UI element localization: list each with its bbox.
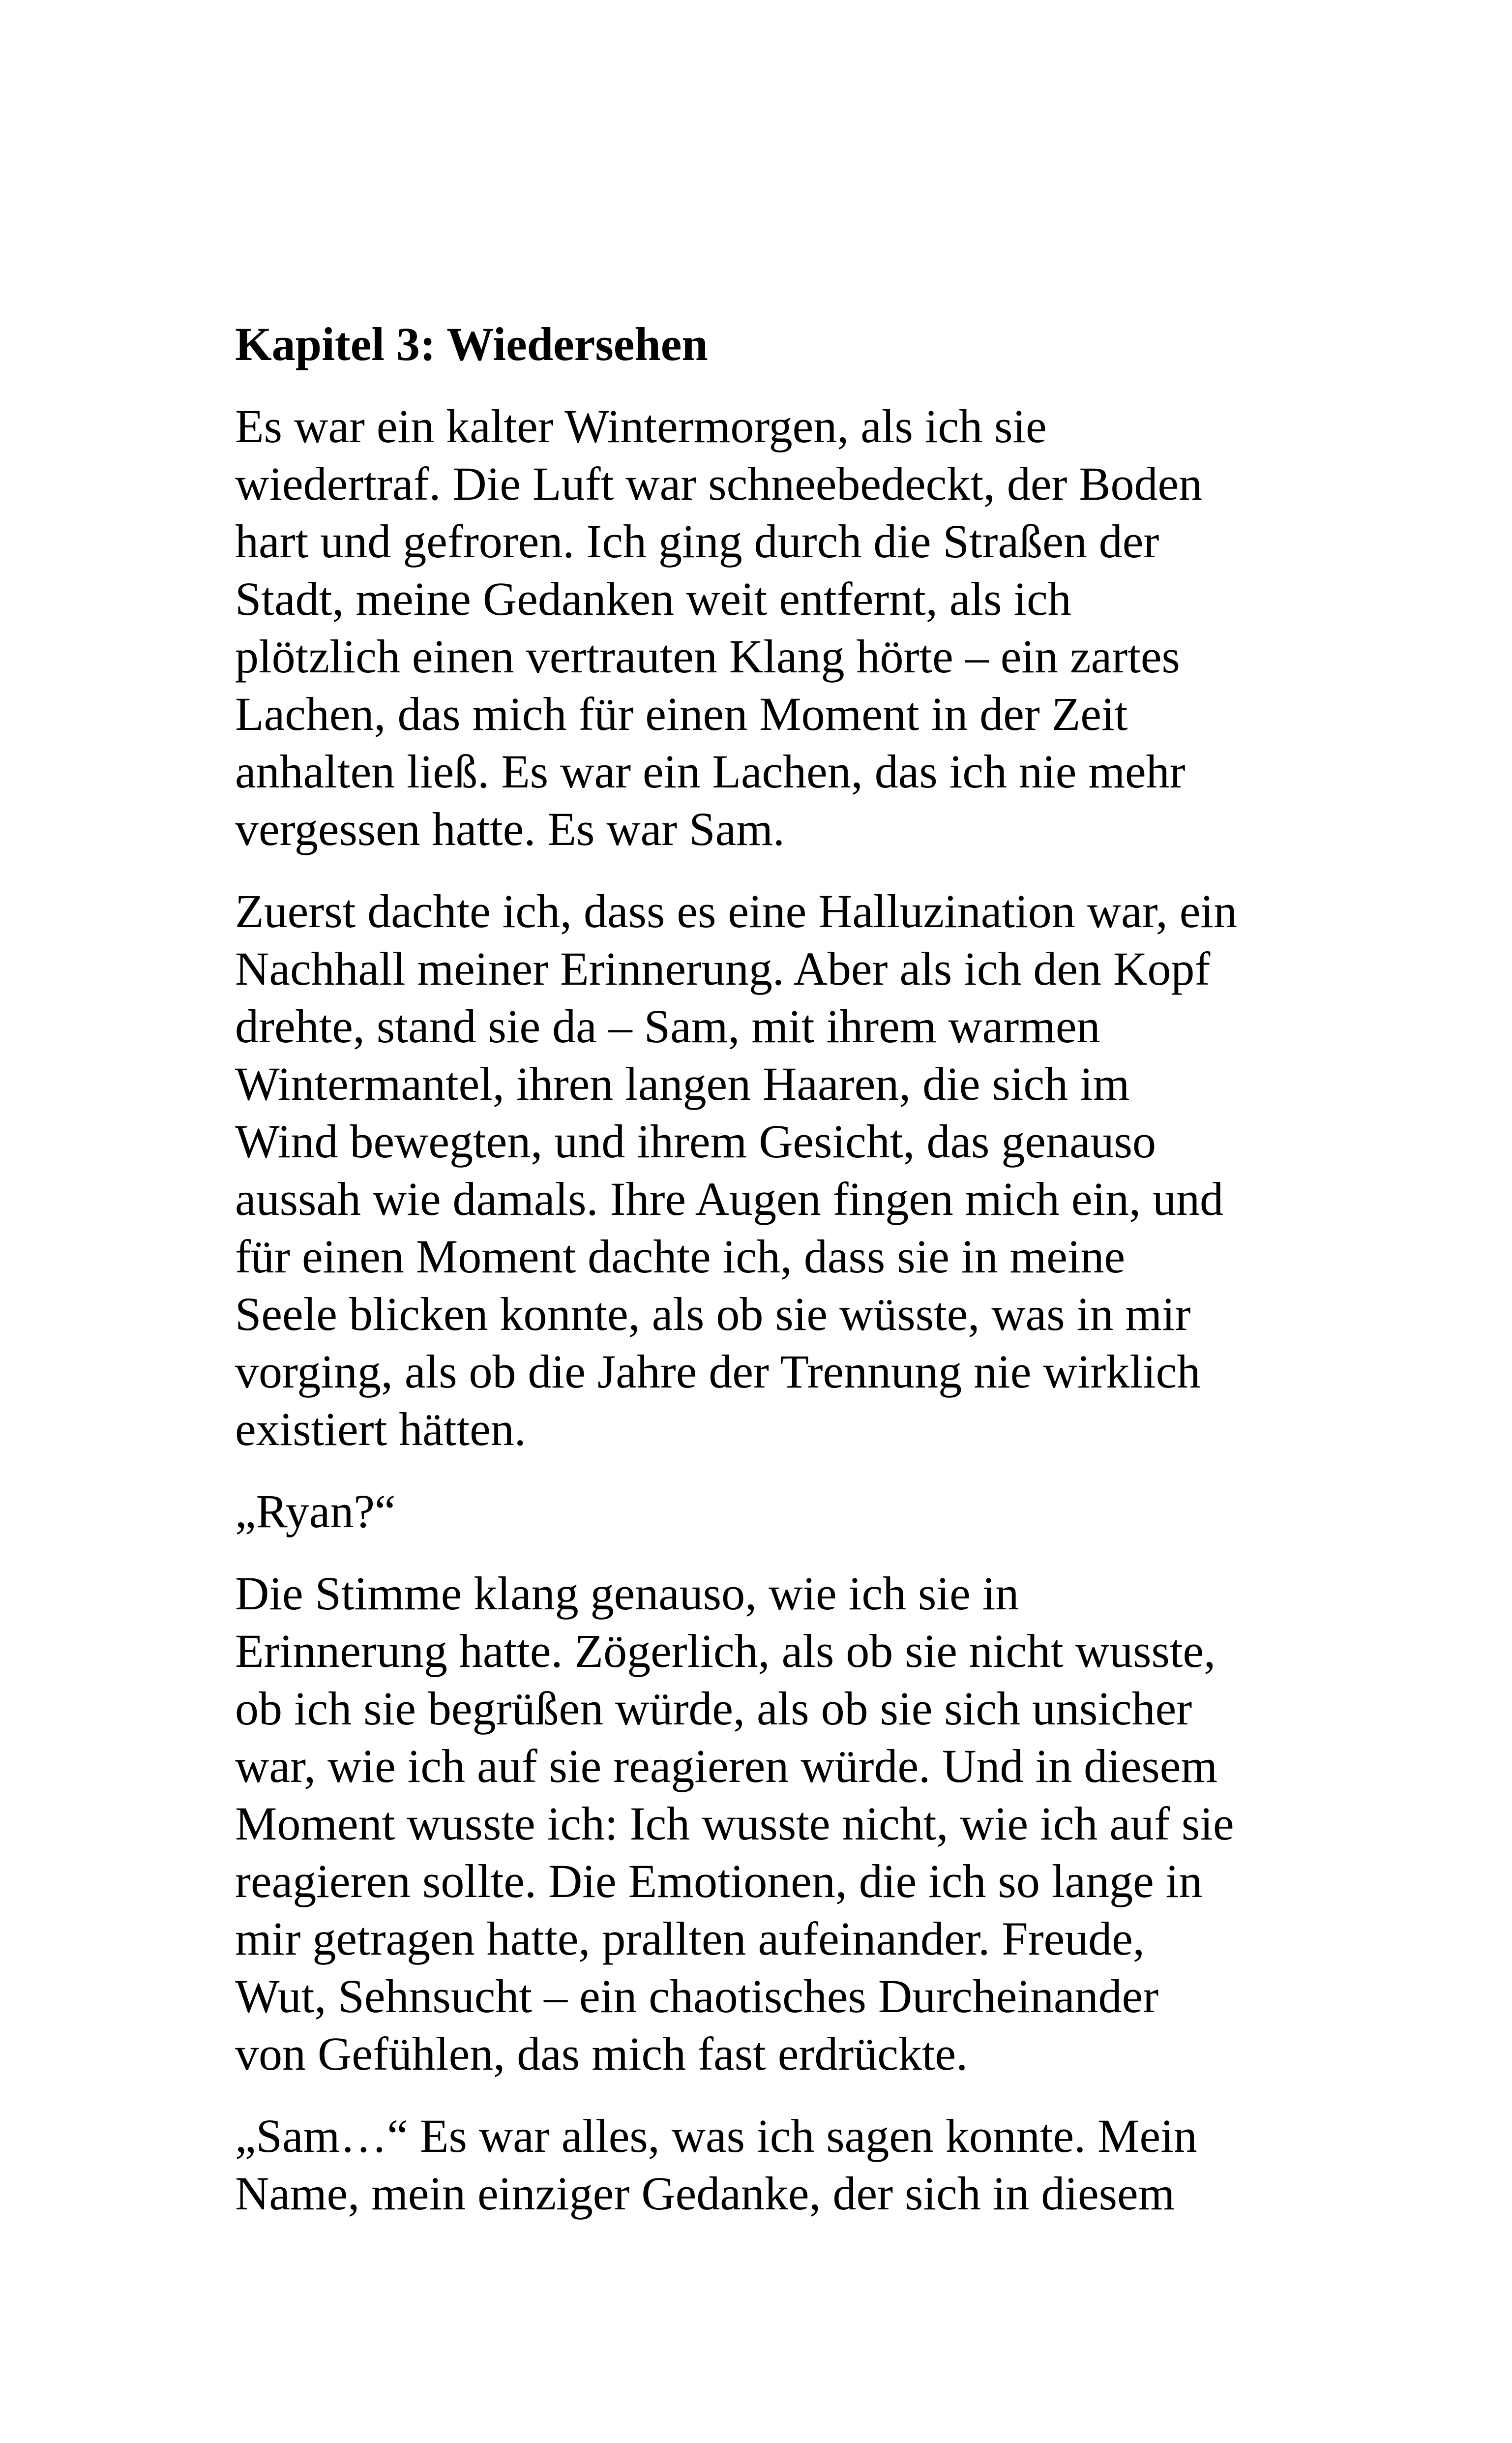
paragraph: [235, 397, 1307, 858]
text-line: Erinnerung hatte. Zögerlich, als ob sie nicht wusste,: [235, 1625, 1216, 1677]
text-line: Wind bewegten, und ihrem Gesicht, das genauso: [235, 1115, 1156, 1168]
text-line: Moment wusste ich: Ich wusste nicht, wie ich auf sie: [235, 1797, 1234, 1850]
text-line: Name, mein einziger Gedanke, der sich in diesem: [235, 2167, 1175, 2220]
text-line: vergessen hatte. Es war Sam.: [235, 803, 785, 855]
text-line: für einen Moment dachte ich, dass sie in meine: [235, 1230, 1126, 1283]
text-line: anhalten ließ. Es war ein Lachen, das ich nie mehr: [235, 745, 1186, 798]
text-line: existiert hätten.: [235, 1403, 526, 1455]
text-line: mir getragen hatte, prallten aufeinander. Freude,: [235, 1912, 1145, 1965]
text-line: Zuerst dachte ich, dass es eine Halluzination war, ein: [235, 885, 1238, 937]
text-line: plötzlich einen vertrauten Klang hörte – ein zartes: [235, 630, 1180, 683]
text-line: Es war ein kalter Wintermorgen, als ich sie: [235, 400, 1047, 452]
chapter-title: Kapitel 3: Wiedersehen: [235, 318, 708, 370]
paragraph: [235, 1565, 1307, 2082]
text-line: Stadt, meine Gedanken weit entfernt, als ich: [235, 573, 1071, 625]
text-line: „Sam…“ Es war alles, was ich sagen konnte. Mein: [235, 2110, 1197, 2162]
text-line: aussah wie damals. Ihre Augen fingen mich ein, und: [235, 1173, 1224, 1225]
paragraph: [235, 882, 1307, 1458]
text-line: ob ich sie begrüßen würde, als ob sie sich unsicher: [235, 1682, 1192, 1735]
text-line: Lachen, das mich für einen Moment in der Zeit: [235, 688, 1128, 740]
text-line: reagieren sollte. Die Emotionen, die ich so lange in: [235, 1855, 1203, 1907]
text-line: Nachhall meiner Erinnerung. Aber als ich den Kopf: [235, 942, 1211, 995]
text-line: „Ryan?“: [235, 1485, 396, 1538]
text-line: war, wie ich auf sie reagieren würde. Und in diesem: [235, 1740, 1218, 1792]
text-line: Seele blicken konnte, als ob sie wüsste, was in mir: [235, 1288, 1191, 1340]
text-line: wiedertraf. Die Luft war schneebedeckt, der Boden: [235, 457, 1203, 510]
page-content: [235, 315, 1307, 2247]
text-line: drehte, stand sie da – Sam, mit ihrem warmen: [235, 1000, 1100, 1053]
text-line: Wut, Sehnsucht – ein chaotisches Durcheinander: [235, 1970, 1159, 2022]
paragraph: [235, 1482, 1307, 1540]
text-line: von Gefühlen, das mich fast erdrückte.: [235, 2027, 968, 2080]
text-line: Wintermantel, ihren langen Haaren, die sich im: [235, 1057, 1130, 1110]
text-line: vorging, als ob die Jahre der Trennung nie wirklich: [235, 1345, 1201, 1398]
text-line: Die Stimme klang genauso, wie ich sie in: [235, 1567, 1019, 1620]
paragraph: [235, 2107, 1307, 2222]
text-line: hart und gefroren. Ich ging durch die Straßen der: [235, 515, 1159, 568]
